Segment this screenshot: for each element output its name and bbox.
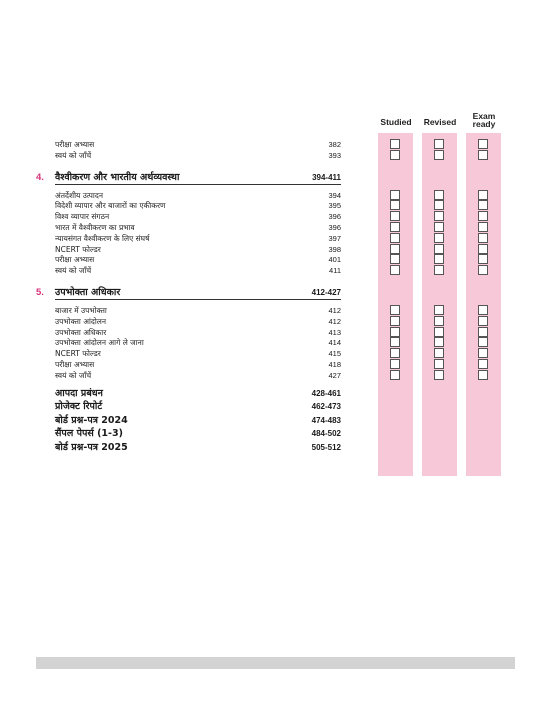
toc-row-title: विश्व व्यापार संगठन [55,212,110,222]
appendix-entry [55,388,341,400]
revised-checkbox[interactable] [434,211,444,221]
studied-checkbox[interactable] [390,370,400,380]
studied-checkbox[interactable] [390,139,400,149]
toc-row [55,191,341,201]
chapter-number: 4. [36,171,44,183]
chapter-title: वैश्वीकरण और भारतीय अर्थव्यवस्था [55,171,180,183]
studied-checkbox[interactable] [390,305,400,315]
revised-checkbox[interactable] [434,244,444,254]
toc-row-page: 382 [328,140,341,149]
revised-checkbox[interactable] [434,222,444,232]
appendix-title: बोर्ड प्रश्न-पत्र 2025 [55,441,128,453]
toc-row-page: 413 [328,327,341,337]
toc-row-title: उपभोक्ता अधिकार [55,327,107,337]
toc-row-title: परीक्षा अभ्यास [55,140,95,149]
toc-row [55,201,341,211]
toc-row-title: उपभोक्ता आंदोलन [55,316,107,326]
toc-row-page: 411 [329,266,341,276]
revised-checkbox[interactable] [434,265,444,275]
chapter-heading [36,287,341,299]
toc-row-page: 401 [328,255,341,265]
toc-row [55,317,341,327]
studied-checkbox[interactable] [390,190,400,200]
revised-checkbox[interactable] [434,316,444,326]
toc-row-page: 414 [328,338,341,348]
revised-checkbox[interactable] [434,139,444,149]
toc-row-title: NCERT फोल्डर [55,349,101,359]
toc-row-page: 418 [328,360,341,369]
toc-row-title: उपभोक्ता आंदोलन आगे ले जाना [55,338,144,348]
toc-row-page: 427 [328,370,341,380]
chapter-heading [36,172,341,184]
appendix-pages: 484-502 [311,429,341,439]
appendix-pages: 505-512 [311,442,341,452]
studied-checkbox[interactable] [390,211,400,221]
studied-column-header: Studied [380,117,412,127]
revised-checkbox[interactable] [434,359,444,369]
appendix-pages: 462-473 [311,402,341,412]
toc-row [55,306,341,316]
toc-row [55,151,341,161]
toc-row-page: 412 [328,316,341,326]
toc-row-title: परीक्षा अभ्यास [55,360,95,369]
toc-row-title: बाजार में उपभोक्ता [55,306,107,315]
appendix-pages: 474-483 [311,415,341,425]
toc-row [55,245,341,255]
toc-row [55,140,341,150]
chapter-underline [55,299,341,300]
studied-checkbox[interactable] [390,316,400,326]
toc-row-page: 412 [328,306,341,315]
toc-row-title: न्यायसंगत वैश्वीकरण के लिए संघर्ष [55,233,150,243]
toc-row-page: 397 [328,233,341,243]
studied-checkbox[interactable] [390,222,400,232]
toc-row-page: 394 [328,190,341,200]
exam-ready-checkbox[interactable] [478,244,488,254]
appendix-title: प्रोजेक्ट रिपोर्ट [55,401,103,413]
appendix-pages: 428-461 [311,388,341,398]
appendix-title: आपदा प्रबंधन [55,387,103,399]
revised-checkbox[interactable] [434,348,444,358]
studied-checkbox[interactable] [390,359,400,369]
toc-row-title: स्वयं को जाँचें [55,150,92,160]
toc-row [55,223,341,233]
exam-ready-checkbox[interactable] [478,359,488,369]
revised-checkbox[interactable] [434,233,444,243]
exam-ready-checkbox[interactable] [478,233,488,243]
toc-row-page: 415 [328,349,341,359]
revised-checkbox[interactable] [434,200,444,210]
appendix-title: सैंपल पेपर्स (1-3) [55,428,123,440]
toc-row-title: स्वयं को जाँचें [55,370,92,380]
toc-row-page: 396 [328,212,341,222]
studied-checkbox[interactable] [390,244,400,254]
revised-checkbox[interactable] [434,327,444,337]
exam-ready-checkbox[interactable] [478,337,488,347]
studied-checkbox[interactable] [390,200,400,210]
toc-row-page: 396 [328,223,341,232]
exam-ready-checkbox[interactable] [478,265,488,275]
appendix-entry [55,442,341,454]
footer-bar [36,657,515,669]
toc-row-page: 393 [328,150,341,160]
appendix-entry [55,428,341,440]
exam-ready-checkbox[interactable] [478,348,488,358]
toc-row [55,234,341,244]
revised-checkbox[interactable] [434,150,444,160]
chapter-title: उपभोक्ता अधिकार [55,287,121,298]
toc-row [55,338,341,348]
studied-checkbox[interactable] [390,233,400,243]
toc-row-title: स्वयं को जाँचें [55,266,92,276]
appendix-title: बोर्ड प्रश्न-पत्र 2024 [55,414,128,426]
toc-row [55,328,341,338]
toc-row [55,371,341,381]
chapter-underline [55,184,341,185]
revised-checkbox[interactable] [434,370,444,380]
appendix-entry [55,401,341,413]
toc-row-page: 398 [328,244,341,254]
exam-ready-checkbox[interactable] [478,150,488,160]
studied-checkbox[interactable] [390,150,400,160]
chapter-pages: 412-427 [311,288,341,297]
toc-row [55,349,341,359]
toc-row-title: भारत में वैश्वीकरण का प्रभाव [55,223,135,232]
exam-ready-checkbox[interactable] [478,139,488,149]
exam-ready-checkbox[interactable] [478,316,488,326]
toc-row-title: परीक्षा अभ्यास [55,255,95,265]
exam-ready-checkbox[interactable] [478,200,488,210]
studied-checkbox[interactable] [390,327,400,337]
toc-row [55,255,341,265]
exam-ready-column-header: Exam ready [472,111,496,129]
exam-ready-checkbox[interactable] [478,190,488,200]
exam-ready-checkbox[interactable] [478,370,488,380]
exam-ready-checkbox[interactable] [478,305,488,315]
toc-row-title: अंतर्देशीय उत्पादन [55,190,104,200]
toc-row [55,360,341,370]
studied-checkbox[interactable] [390,337,400,347]
revised-column-header: Revised [423,117,457,127]
chapter-pages: 394-411 [312,172,341,182]
exam-ready-checkbox[interactable] [478,254,488,264]
revised-checkbox[interactable] [434,305,444,315]
toc-row-page: 395 [328,201,341,211]
studied-checkbox[interactable] [390,254,400,264]
toc-row [55,266,341,276]
appendix-entry [55,415,341,427]
chapter-number: 5. [36,287,44,298]
studied-checkbox[interactable] [390,348,400,358]
revised-checkbox[interactable] [434,254,444,264]
toc-row [55,212,341,222]
studied-checkbox[interactable] [390,265,400,275]
toc-row-title: NCERT फोल्डर [55,244,101,254]
revised-checkbox[interactable] [434,337,444,347]
exam-ready-checkbox[interactable] [478,211,488,221]
revised-checkbox[interactable] [434,190,444,200]
exam-ready-checkbox[interactable] [478,327,488,337]
toc-row-title: विदेशी व्यापार और बाजारों का एकीकरण [55,201,166,211]
exam-ready-checkbox[interactable] [478,222,488,232]
